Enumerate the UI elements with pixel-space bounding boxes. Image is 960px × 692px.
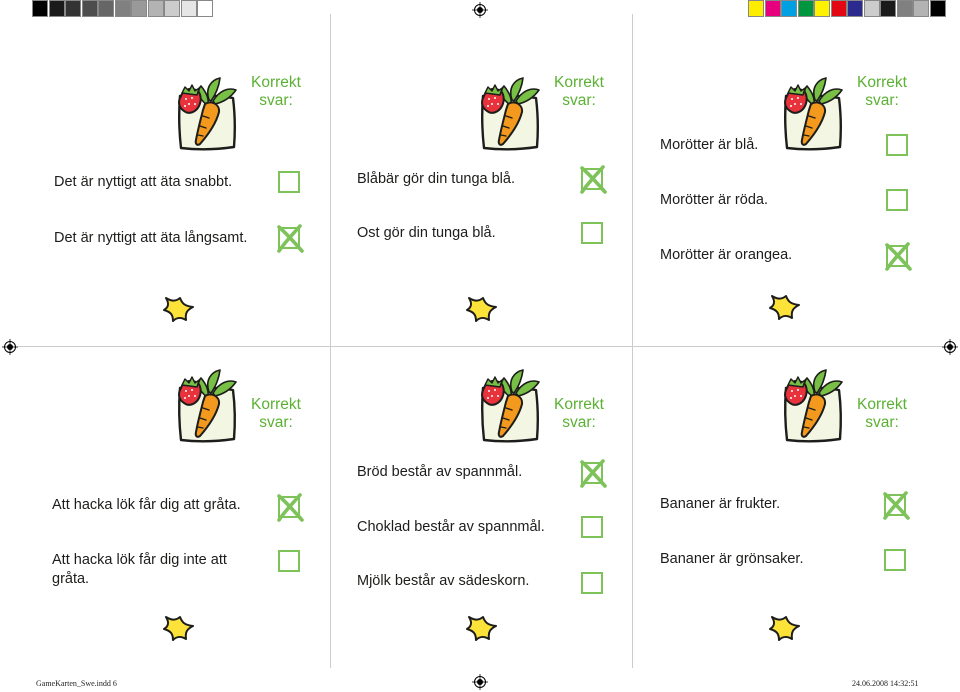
correct-answer-label: Korrekt svar: [857,396,907,431]
answer-checkbox-1[interactable] [278,496,300,518]
color-swatch [148,0,164,17]
color-swatch [765,0,781,17]
answer-checkbox-1[interactable] [278,171,300,193]
correct-answer-label: Korrekt svar: [554,74,604,109]
answer-checkbox-3[interactable] [886,245,908,267]
correct-answer-label: Korrekt svar: [251,396,301,431]
check-cross-icon [883,241,913,273]
check-cross-icon [578,164,608,196]
star-icon [463,292,499,322]
quiz-card-3 [636,30,936,330]
star-icon [463,611,499,641]
answer-checkbox-1[interactable] [581,462,603,484]
color-swatch [197,0,213,17]
question-option-2: Choklad består av spannmål. [357,519,545,535]
answer-checkbox-1[interactable] [886,134,908,156]
registration-mark-icon [472,674,488,690]
correct-answer-label: Korrekt svar: [251,74,301,109]
check-cross-icon [881,490,911,522]
answer-checkbox-2[interactable] [278,227,300,249]
answer-checkbox-2[interactable] [278,550,300,572]
registration-mark-icon [942,339,958,355]
question-option-1: Det är nyttigt att äta snabbt. [54,174,233,190]
question-option-1: Blåbär gör din tunga blå. [357,171,515,187]
answer-checkbox-1[interactable] [884,494,906,516]
color-swatch [831,0,847,17]
answer-checkbox-1[interactable] [581,168,603,190]
print-timestamp: 24.06.2008 14:32:51 [852,679,919,688]
answer-checkbox-2[interactable] [581,222,603,244]
question-option-2: Morötter är röda. [660,192,768,208]
color-swatch [798,0,814,17]
color-swatch [98,0,114,17]
question-option-1: Att hacka lök får dig att gråta. [52,497,241,513]
quiz-card-1 [30,30,330,330]
color-swatch [913,0,929,17]
horizontal-cut-line [18,346,942,347]
star-icon [766,290,802,320]
star-icon [766,611,802,641]
check-cross-icon [275,492,305,524]
registration-mark-icon [472,2,488,18]
color-swatch [814,0,830,17]
check-cross-icon [275,223,305,255]
color-swatch [930,0,946,17]
answer-checkbox-2[interactable] [581,516,603,538]
color-swatch [164,0,180,17]
file-slug: GameKarten_Swe.indd 6 [36,679,117,688]
question-option-3: Mjölk består av sädeskorn. [357,573,530,589]
answer-checkbox-2[interactable] [886,189,908,211]
question-option-1: Bananer är frukter. [660,496,781,512]
strawberry-carrot-logo-icon [776,366,846,446]
color-swatch [32,0,48,17]
color-swatch [131,0,147,17]
color-swatch [82,0,98,17]
color-swatch [897,0,913,17]
color-swatch [65,0,81,17]
question-option-2: Ost gör din tunga blå. [357,225,496,241]
star-icon [160,292,196,322]
question-option-2: Det är nyttigt att äta långsamt. [54,230,248,246]
quiz-card-4 [30,352,330,652]
answer-checkbox-3[interactable] [581,572,603,594]
quiz-card-5 [333,352,633,652]
color-swatch [115,0,131,17]
question-option-2: Att hacka lök får dig inte att gråta. [52,552,227,587]
color-swatch [748,0,764,17]
strawberry-carrot-logo-icon [473,366,543,446]
star-icon [160,611,196,641]
quiz-card-2 [333,30,633,330]
question-option-3: Morötter är orangea. [660,247,793,263]
strawberry-carrot-logo-icon [473,74,543,154]
color-swatch [49,0,65,17]
color-swatch [880,0,896,17]
color-swatch [781,0,797,17]
color-swatch [847,0,863,17]
correct-answer-label: Korrekt svar: [857,74,907,109]
question-option-1: Bröd består av spannmål. [357,464,523,480]
answer-checkbox-2[interactable] [884,549,906,571]
registration-mark-icon [2,339,18,355]
strawberry-carrot-logo-icon [170,74,240,154]
question-option-2: Bananer är grönsaker. [660,551,804,567]
check-cross-icon [578,458,608,490]
quiz-card-6 [636,352,936,652]
color-swatch [864,0,880,17]
correct-answer-label: Korrekt svar: [554,396,604,431]
color-swatch [181,0,197,17]
vertical-cut-line-1 [330,14,331,668]
question-option-1: Morötter är blå. [660,137,759,153]
strawberry-carrot-logo-icon [170,366,240,446]
